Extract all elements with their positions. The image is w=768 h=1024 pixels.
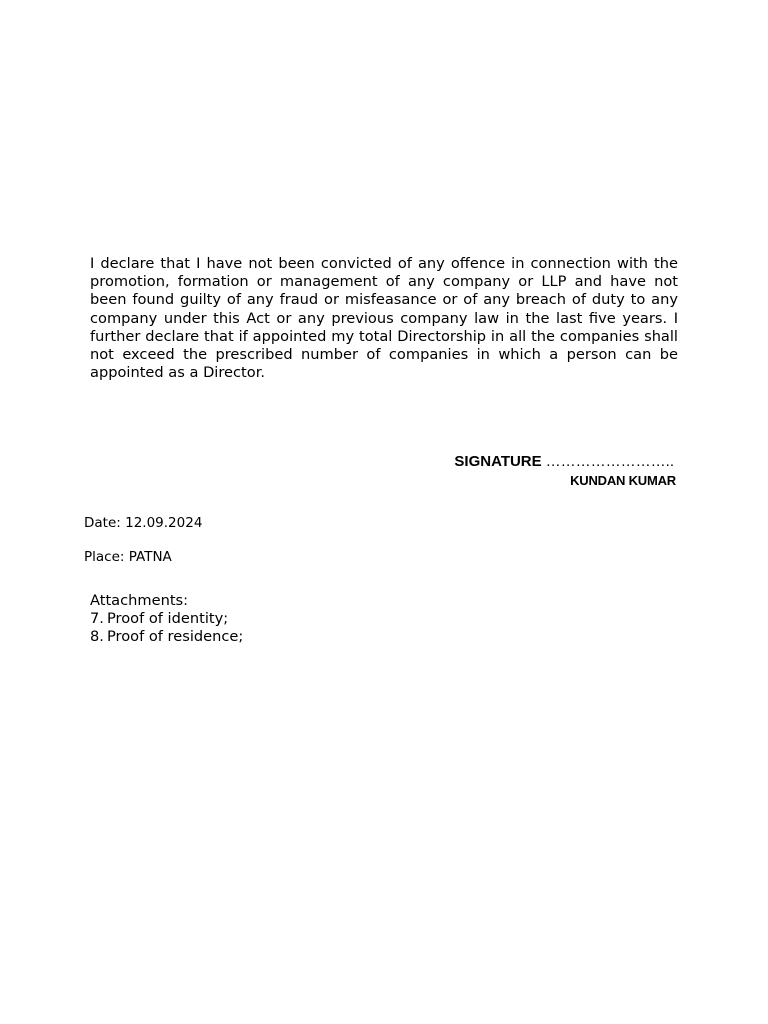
attachments-section	[90, 592, 243, 647]
signature-line	[454, 453, 674, 470]
list-item-text: Proof of identity;	[107, 610, 229, 628]
list-item-number: 7.	[90, 610, 104, 628]
list-item-number: 8.	[90, 628, 104, 646]
date-line: Date: 12.09.2024	[84, 515, 203, 531]
place-line: Place: PATNA	[84, 549, 172, 565]
list-item	[90, 610, 243, 628]
signature-label: SIGNATURE	[454, 453, 542, 470]
attachments-heading: Attachments:	[90, 592, 189, 609]
declaration-paragraph: I declare that I have not been convicted of any offence in connection with the promotion, formation or management of any company or LLP and have not been found guilty of any fraud or misfeasance or of any breach of duty to any company under this Act or any previous company law in the last five years. I further declare that if appointed my total Directorship in all the companies shall not exceed the prescribed number of companies in which a person can be appointed as a Director.	[90, 255, 678, 382]
signature-dots: ……………………..	[545, 453, 674, 470]
list-item-text: Proof of residence;	[107, 628, 244, 646]
list-item	[90, 628, 243, 646]
attachments-list	[90, 610, 243, 646]
signer-name: KUNDAN KUMAR	[570, 473, 676, 488]
